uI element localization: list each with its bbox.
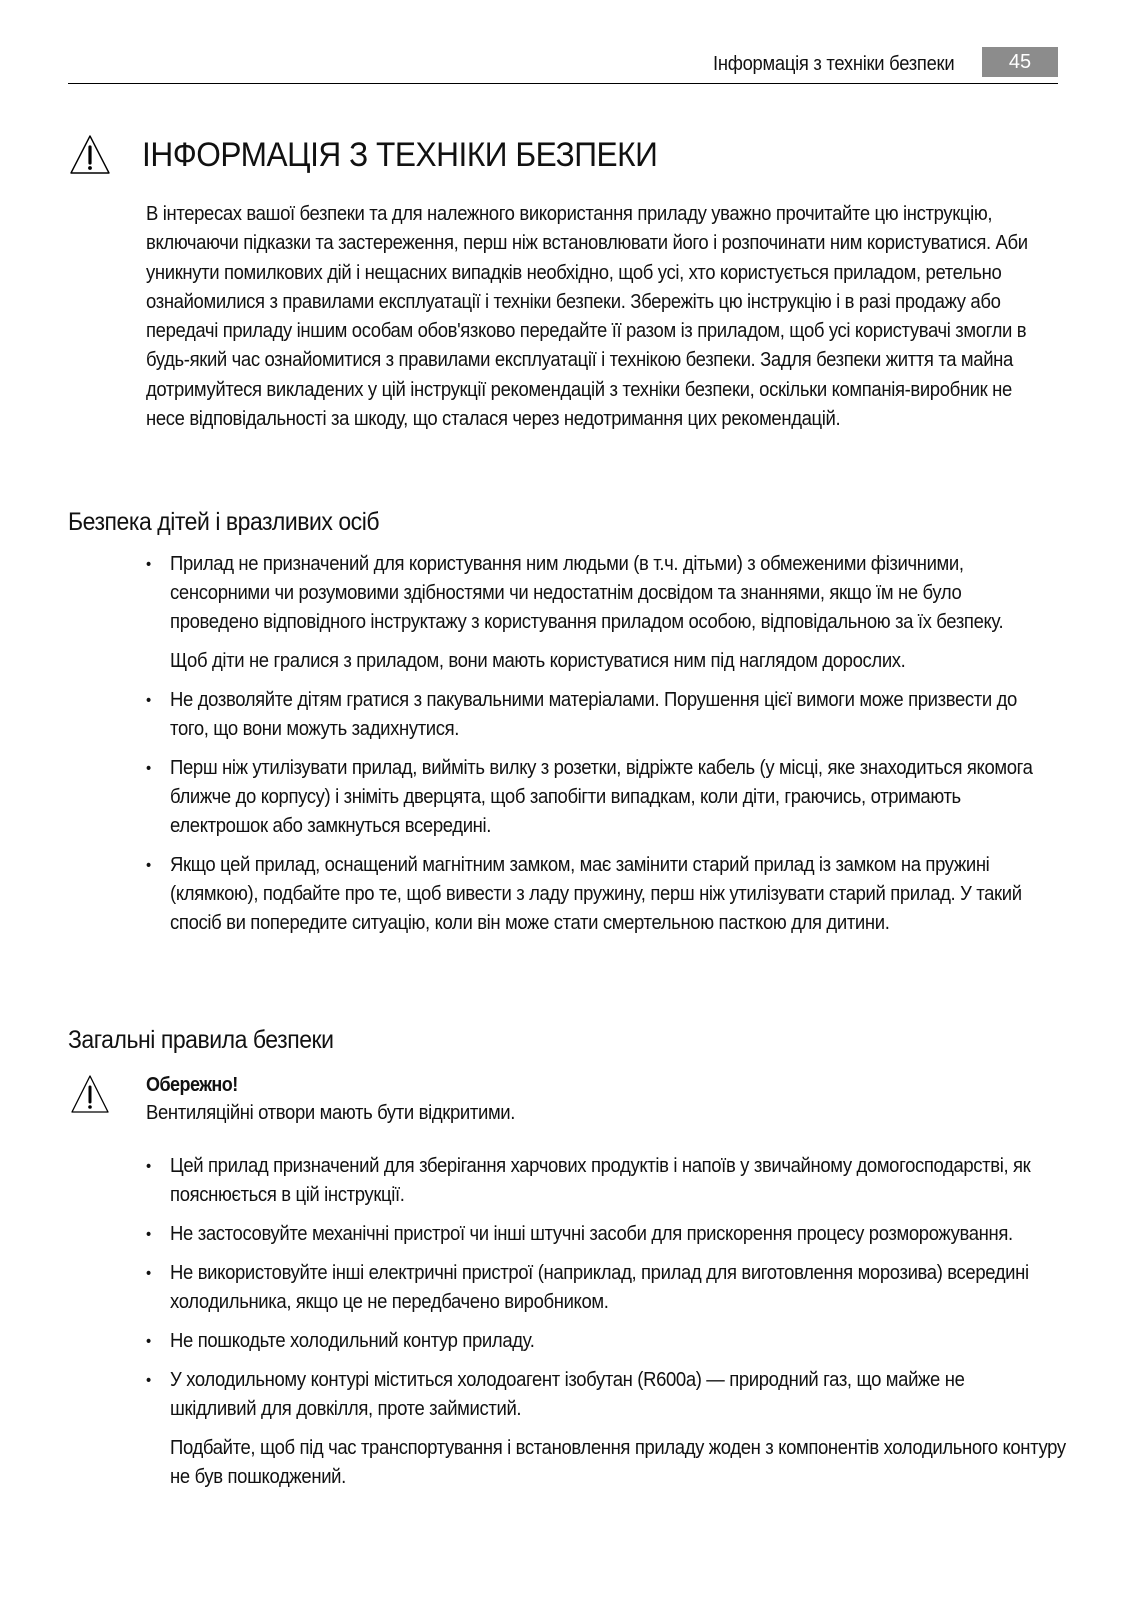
bullet-icon: • <box>146 1226 151 1243</box>
intro-section <box>146 200 1046 434</box>
list-item-text: Не застосовуйте механічні пристрої чи інші штучні засоби для прискорення процесу розморожування. <box>170 1223 1013 1245</box>
bullet-icon: • <box>146 1333 151 1350</box>
warning-triangle-icon <box>68 133 112 177</box>
list-item-text: У холодильному контурі міститься холодоагент ізобутан (R600a) — природний газ, що майже не шкідливий для довкілля, проте займистий. <box>170 1369 965 1420</box>
list-item-text: Не дозволяйте дітям гратися з пакувальними матеріалами. Порушення цієї вимоги може призвести до того, що вони можуть задихнутися. <box>170 689 1017 740</box>
list-item <box>146 1327 1043 1356</box>
list-item <box>146 1366 1043 1424</box>
main-heading <box>68 133 696 177</box>
bullet-icon: • <box>146 760 151 777</box>
bullet-icon: • <box>146 692 151 709</box>
list-item <box>146 686 1043 744</box>
list-item-text: Якщо цей прилад, оснащений магнітним замком, має замінити старий прилад із замком на пружині (клямкою), подбайте про те, щоб вивести з ладу пружину, перш ніж утилізувати старий прилад. У такий спосіб ви попередите ситуацію, коли він може стати смертельною пасткою для дитини. <box>170 854 1022 934</box>
section-heading-children: Безпека дітей і вразливих осіб <box>68 508 380 536</box>
intro-paragraph: В інтересах вашої безпеки та для належного використання приладу уважно прочитайте цю інструкцію, включаючи підказки та застереження, перш ніж встановлювати його і розпочинати ним користуватися. Аби уникнути помилкових дій і нещасних випадків необхідно, щоб усі, хто користується приладом, ретельно ознайомилися з правилами експлуатації і техніки безпеки. Збережіть цю інструкцію і в разі продажу або передачі приладу іншим особам обов'язково передайте її разом із приладом, щоб усі користувачі змогли в будь-який час ознайомитися з правилами експлуатації і технікою безпеки. Задля безпеки життя та майна дотримуйтеся викладених у цій інструкції рекомендацій з техніки безпеки, оскільки компанія-виробник не несе відповідальності за шкоду, що сталася через недотримання цих рекомендацій. <box>146 203 1028 431</box>
page-number: 45 <box>982 47 1058 77</box>
list-item-extra: Щоб діти не гралися з приладом, вони мають користуватися ним під наглядом дорослих. <box>170 650 906 672</box>
caution-title: Обережно! <box>146 1074 238 1096</box>
list-item <box>146 550 1043 637</box>
general-safety-list <box>146 1152 1066 1502</box>
bullet-icon: • <box>146 1158 151 1175</box>
list-item-text: Прилад не призначений для користування ним людьми (в т.ч. дітьми) з обмеженими фізичними, сенсорними чи розумовими здібностями чи недостатнім досвідом та знаннями, якщо їм не було проведено відповідного інструктажу з користування приладом особою, відповідальною за їх безпеку. <box>170 553 1004 633</box>
list-item-text: Не пошкодьте холодильний контур приладу. <box>170 1330 535 1352</box>
list-item <box>146 754 1043 841</box>
running-header <box>68 47 1058 84</box>
list-item-text: Не використовуйте інші електричні пристрої (наприклад, прилад для виготовлення морозива) всередині холодильника, якщо це не передбачено виробником. <box>170 1262 1029 1313</box>
list-item <box>146 851 1043 938</box>
bullet-icon: • <box>146 857 151 874</box>
bullet-icon: • <box>146 1265 151 1282</box>
list-item-text: Перш ніж утилізувати прилад, вийміть вилку з розетки, відріжте кабель (у місці, яке знаходиться якомога ближче до корпусу) і зніміть дверцята, щоб запобігти випадкам, коли діти, граючись, отримають електрошок або замкнуться всередині. <box>170 757 1033 837</box>
page-title: ІНФОРМАЦІЯ З ТЕХНІКИ БЕЗПЕКИ <box>142 135 658 174</box>
caution-content <box>146 1072 545 1128</box>
list-item-extra: Подбайте, щоб під час транспортування і встановлення приладу жоден з компонентів холодильного контуру не був пошкоджений. <box>170 1437 1066 1488</box>
list-item <box>146 1259 1043 1317</box>
list-item <box>146 1220 1043 1249</box>
list-item <box>146 1152 1043 1210</box>
running-title: Інформація з техніки безпеки <box>712 53 954 75</box>
warning-triangle-icon <box>68 1074 112 1114</box>
children-safety-list <box>146 550 1046 948</box>
caution-text: Вентиляційні отвори мають бути відкритими. <box>146 1102 516 1124</box>
section-heading-general: Загальні правила безпеки <box>68 1026 334 1054</box>
list-item-text: Цей прилад призначений для зберігання харчових продуктів і напоїв у звичайному домогосподарстві, як пояснюється в цій інструкції. <box>170 1155 1031 1206</box>
caution-box <box>68 1072 545 1128</box>
bullet-icon: • <box>146 556 151 573</box>
bullet-icon: • <box>146 1372 151 1389</box>
